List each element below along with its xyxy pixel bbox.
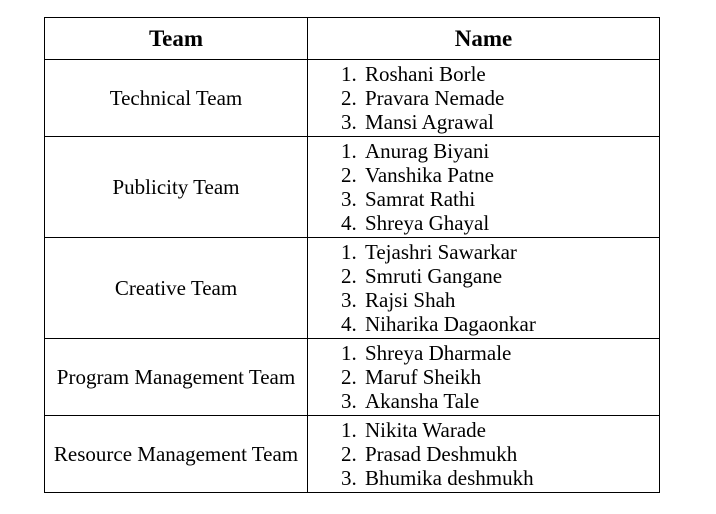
members-cell [308,137,660,238]
team-roster-table [44,17,660,493]
member-number: 2. [341,163,357,187]
member-item [308,187,659,211]
member-number: 3. [341,389,357,413]
table-row-creative-team [45,238,660,339]
member-name: Nikita Warade [365,418,486,442]
member-name: Pravara Nemade [365,86,505,110]
member-item [308,139,659,163]
member-item [308,264,659,288]
member-name: Rajsi Shah [365,288,456,312]
table-row-program-management-team [45,339,660,416]
table-row-publicity-team [45,137,660,238]
member-item [308,389,659,413]
member-name: Bhumika deshmukh [365,466,534,490]
member-item [308,240,659,264]
member-number: 1. [341,418,357,442]
team-name-cell: Technical Team [45,60,308,137]
member-name: Prasad Deshmukh [365,442,518,466]
member-name: Shreya Ghayal [365,211,490,235]
team-name-cell: Creative Team [45,238,308,339]
member-name: Niharika Dagaonkar [365,312,536,336]
member-item [308,341,659,365]
member-name: Akansha Tale [365,389,480,413]
member-number: 2. [341,264,357,288]
member-number: 3. [341,187,357,211]
member-item [308,110,659,134]
member-item [308,163,659,187]
member-name: Vanshika Patne [365,163,494,187]
member-item [308,442,659,466]
member-item [308,365,659,389]
member-item [308,466,659,490]
member-item [308,62,659,86]
team-column-header: Team [45,18,308,60]
member-name: Tejashri Sawarkar [365,240,517,264]
member-item [308,86,659,110]
member-number: 3. [341,110,357,134]
members-cell [308,339,660,416]
team-name-cell: Resource Management Team [45,416,308,493]
member-number: 1. [341,341,357,365]
member-item [308,418,659,442]
member-item [308,211,659,235]
member-number: 2. [341,442,357,466]
member-number: 3. [341,288,357,312]
member-name: Samrat Rathi [365,187,476,211]
member-number: 3. [341,466,357,490]
members-cell [308,416,660,493]
member-number: 4. [341,312,357,336]
table-row-technical-team [45,60,660,137]
members-cell [308,60,660,137]
team-name-cell: Publicity Team [45,137,308,238]
member-name: Maruf Sheikh [365,365,482,389]
member-item [308,288,659,312]
member-number: 2. [341,365,357,389]
member-number: 1. [341,240,357,264]
table-row-resource-management-team [45,416,660,493]
member-number: 1. [341,62,357,86]
member-name: Roshani Borle [365,62,486,86]
members-cell [308,238,660,339]
member-item [308,312,659,336]
member-number: 4. [341,211,357,235]
member-number: 2. [341,86,357,110]
member-name: Shreya Dharmale [365,341,512,365]
member-name: Smruti Gangane [365,264,503,288]
header-row [45,18,660,60]
member-number: 1. [341,139,357,163]
member-name: Mansi Agrawal [365,110,494,134]
name-column-header: Name [308,18,660,60]
member-name: Anurag Biyani [365,139,490,163]
team-name-cell: Program Management Team [45,339,308,416]
